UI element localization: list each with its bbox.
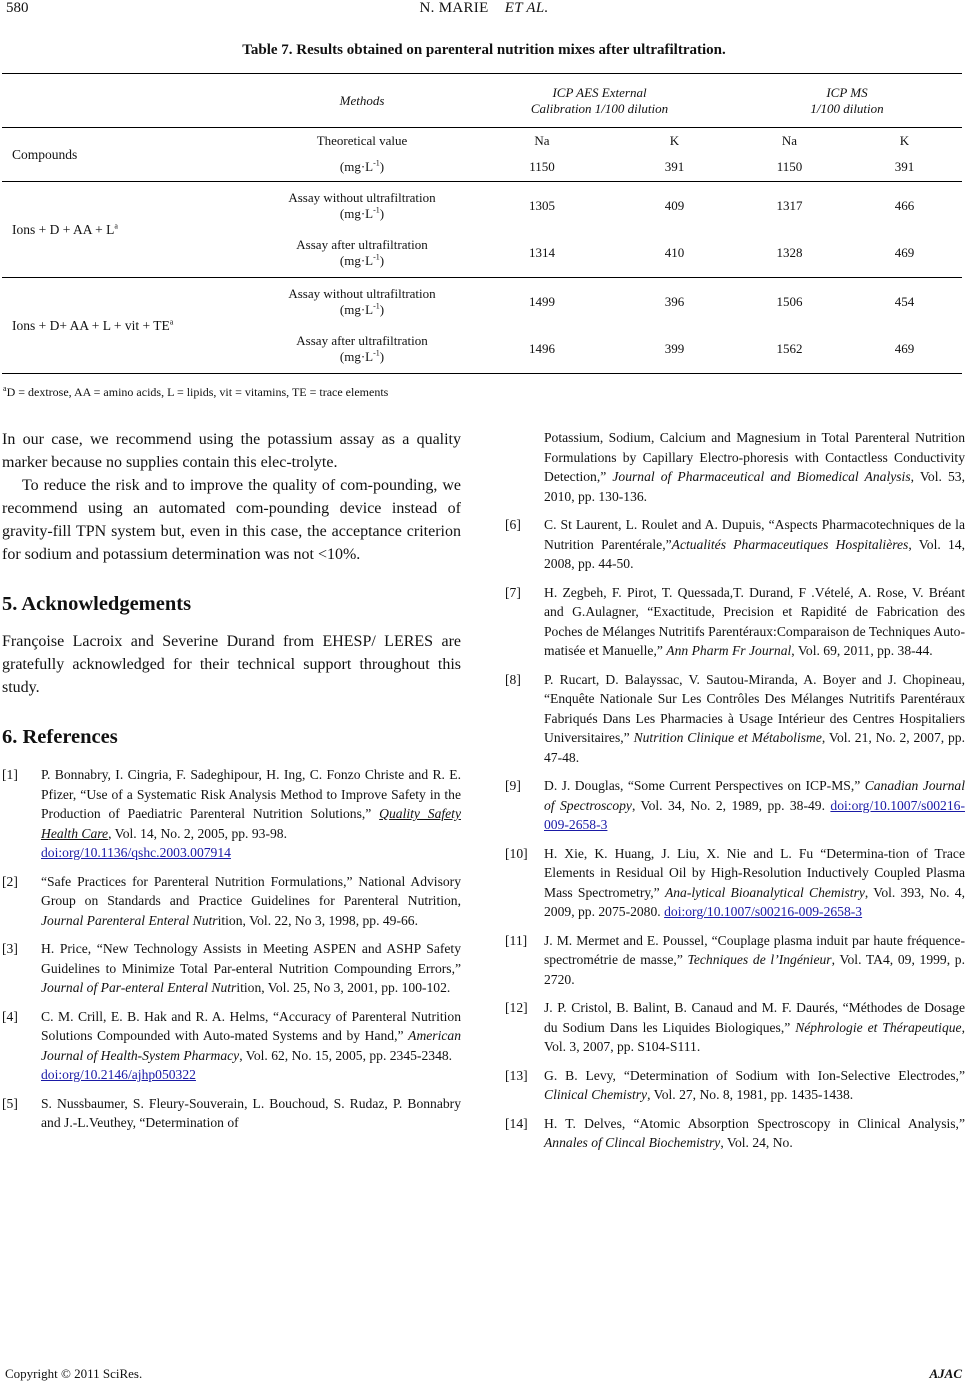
reference-journal: Néphrologie et Thérapeutique (795, 1019, 962, 1035)
body-paragraph: To reduce the risk and to improve the quality of com-pounding, we recommend using an automated com-pounding device instead of gravity-fill TPN system but, even in this case, the acceptance criterion for sodium and potassium determination was not <10%. (2, 477, 461, 563)
reference-text: H. T. Delves, “Atomic Absorption Spectroscopy in Clinical Analysis,” (544, 1115, 965, 1131)
group2-label: Ions + D+ AA + L + vit + $TE^a$ (2, 278, 257, 374)
assay-after-label: Assay after ultrafiltration $(mg\cdot L^{-1})$ (296, 237, 428, 269)
reference-item-continued (505, 428, 965, 506)
reference-item (2, 1094, 461, 1133)
section-heading-references: 6. References (2, 726, 118, 748)
reference-text: D. J. Douglas, “Some Current Perspectives on ICP-MS,” (544, 778, 865, 793)
page-number: 580 (6, 0, 29, 16)
table-cell: 391 (664, 159, 685, 175)
reference-item (505, 844, 965, 922)
reference-number: [12] (505, 1000, 528, 1015)
reference-item (505, 583, 965, 661)
copyright: Copyright © 2011 SciRes. (5, 1366, 143, 1381)
reference-number: [8] (505, 671, 521, 687)
reference-text: , Vol. 3, 2007, pp. S104-S111. (544, 1019, 965, 1054)
reference-text: , Vol. 34, No. 2, 1989, pp. 38-49. (631, 797, 825, 813)
reference-journal: Canadian Journal of Spectroscopy (544, 778, 966, 813)
doi-link[interactable]: doi:org/10.1007/s00216-009-2658-3 (664, 904, 863, 919)
doi-link[interactable]: doi:org/10.1136/qshc.2003.007914 (41, 845, 231, 860)
section-heading-acknowledgements: 5. Acknowledgements (2, 593, 192, 615)
table-cell: 469 (894, 341, 915, 357)
right-column (505, 428, 965, 1162)
table-cell: 1314 (529, 245, 555, 261)
doi-link[interactable]: doi:org/10.1007/s00216-009-2658-3 (544, 797, 965, 832)
compounds-label: Compounds (2, 128, 257, 182)
table-footnote: $^a$D = dextrose, AA = amino acids, L = lipids, vit = vitamins, TE = trace elements (3, 384, 389, 399)
reference-text: C. St Laurent, L. Roulet and A. Dupuis, “Aspects Pharmacotechniques de la Nutrition Parentérale,” (544, 517, 965, 552)
reference-journal: Actualités Pharmaceutiques Hospitalières (671, 536, 909, 552)
reference-number: [5] (2, 1095, 18, 1111)
reference-number: [14] (505, 1115, 528, 1131)
reference-item (505, 1066, 965, 1105)
table-caption: Table 7. Results obtained on parenteral nutrition mixes after ultrafiltration. (242, 42, 726, 58)
reference-text: S. Nussbaumer, S. Fleury-Souverain, L. Bouchoud, S. Rudaz, P. Bonnabry and J.-L.Veuthey, “Determination of (41, 1095, 461, 1130)
col-header-k: K (899, 132, 910, 148)
methods-label: Methods (339, 92, 385, 108)
reference-text: , Vol. 24, No. (720, 1135, 793, 1150)
theoretical-label: Theoretical value (316, 132, 408, 148)
reference-number: [7] (505, 584, 521, 600)
reference-item: [2] “Safe Practices for Parenteral Nutrition Formulations,” National Advisory Group on Standards and Practice Guidelines for Parenteral Nutrition, Journal Parenteral Enteral Nutrition, Vol. 22, No 3, 1998, pp. 49-66. (2, 873, 461, 928)
reference-journal: Nutrition Clinique et Métabolisme (633, 730, 822, 745)
page-header (0, 0, 968, 26)
left-column (2, 428, 461, 1133)
icp-ms-header: ICP MS 1/100 dilution (810, 84, 884, 116)
table-cell: 1328 (776, 245, 803, 261)
table-cell: 1499 (529, 293, 555, 309)
reference-text: , Vol. 27, No. 8, 1981, pp. 1435-1438. (647, 1087, 854, 1102)
reference-text: , Vol. TA4, 09, 1999, p. 2720. (544, 952, 966, 987)
reference-journal: Clinical Chemistry (544, 1087, 648, 1102)
table-cell: 1506 (776, 293, 803, 309)
reference-text: J. M. Mermet and E. Poussel, “Couplage plasma induit par haute fréquence-spectrométrie de masse,” (544, 932, 965, 967)
reference-item (505, 1114, 965, 1153)
reference-text: , Vol. 393, No. 4, 2009, pp. 2075-2080. (544, 884, 965, 919)
reference-item: [1] P. Bonnabry, I. Cingria, F. Sadeghipour, H. Ing, C. Fonzo Christe and R. E. Pfizer, “Use of a Systematic Risk Analysis Method to Improve Safety in the Production of Paediatric Parenteral Nutrition Solutions,” Quality Safety Health Care, Vol. 14, No. 2, 2005, pp. 93-98. doi:org/10.1136/qshc.2003.007914 (2, 767, 461, 860)
results-table (2, 73, 962, 374)
unit-label: $(mg\cdot L^{-1})$ (339, 158, 385, 175)
reference-text: , Vol. 14, 2008, pp. 44-50. (544, 536, 965, 571)
reference-text: H. Xie, K. Huang, J. Liu, X. Nie and L. Fu “Determina-tion of Trace Elements in Residual Oil by High-Resolution Inductively Coupled Plasma Mass Spectrometry,” (544, 845, 965, 900)
reference-text: , Vol. 21, No. 2, 2007, pp. 47-48. (544, 730, 966, 765)
assay-without-label: Assay without ultrafiltration $(mg\cdot L^{-1})$ (288, 285, 436, 317)
reference-text: , Vol. 69, 2011, pp. 38-44. (791, 643, 933, 658)
running-head-authors: N. MARIE (419, 0, 489, 16)
reference-item (505, 515, 965, 574)
reference-item (505, 776, 965, 835)
reference-item: [4] C. M. Crill, E. B. Hak and R. A. Helms, “Accuracy of Parenteral Nutrition Solutions Compounded with Auto-mated Systems and by Hand,” American Journal of Health-System Pharmacy, Vol. 62, No. 15, 2005, pp. 2345-2348. doi:org/10.2146/ajhp050322 (2, 1008, 461, 1082)
reference-number: [9] (505, 778, 521, 793)
running-head (0, 0, 968, 17)
col-header-na: Na (534, 132, 550, 148)
table-cell: 469 (894, 245, 915, 261)
table-cell: 1562 (776, 341, 803, 357)
table-cell: 391 (894, 159, 915, 175)
reference-item: [3] H. Price, “New Technology Assists in Meeting ASPEN and ASHP Safety Guidelines to Minimize Total Par-enteral Nutrition Compounding Errors,” Journal of Par-enteral Enteral Nutrition, Vol. 25, No 3, 2001, pp. 100-102. (2, 941, 461, 995)
reference-item (505, 998, 965, 1057)
table-cell: 410 (664, 245, 685, 261)
body-paragraph: In our case, we recommend using the potassium assay as a quality marker because no supplies contain this elec-trolyte. (2, 431, 461, 471)
table-cell: 1150 (529, 159, 555, 175)
group1-label: Ions + D + AA + $L^a$ (2, 182, 257, 278)
table-cell: 1150 (776, 159, 803, 175)
reference-journal: Techniques de l’Ingénieur (687, 952, 832, 967)
table-cell: 466 (894, 197, 915, 213)
icp-aes-header: ICP AES External Calibration 1/100 dilution (530, 84, 669, 116)
reference-journal: Journal of Pharmaceutical and Biomedical Analysis (612, 469, 911, 484)
reference-item (505, 670, 965, 768)
reference-journal: Annales of Clincal Biochemistry (544, 1135, 721, 1150)
table-cell: 454 (894, 293, 915, 309)
doi-link[interactable]: doi:org/10.2146/ajhp050322 (41, 1067, 196, 1082)
acknowledgement-paragraph: Françoise Lacroix and Severine Durand from EHESP/ LERES are gratefully acknowledged for their technical support throughout this study. (2, 633, 461, 696)
reference-text: P. Rucart, D. Balayssac, V. Sautou-Miranda, A. Boyer and J. Chopineau, “Enquête Nationale Sur Les Contrôles Des Mélanges Nutritifs Parentéraux Fabriqués Dans Les Pharmacies à Usage Intérieur des Centres Hospitaliers Universitaires,” (544, 671, 965, 745)
reference-text: , Vol. 53, 2010, pp. 130-136. (544, 469, 965, 504)
table-cell: 1496 (529, 341, 555, 357)
reference-number: [11] (505, 932, 528, 948)
reference-number: [13] (505, 1067, 528, 1083)
journal-abbrev: AJAC (929, 1366, 962, 1381)
reference-item (505, 931, 965, 990)
reference-text: G. B. Levy, “Determination of Sodium with Ion-Selective Electrodes,” (544, 1067, 965, 1083)
col-header-na: Na (781, 132, 798, 148)
table-cell: 399 (664, 341, 685, 357)
running-head-etal: ET AL. (504, 0, 549, 16)
reference-text: H. Zegbeh, F. Pirot, T. Quessada,T. Durand, F .Vételé, A. Rose, V. Bréant and G.Aulagner, “Exactitude, Precision et Rapidité de Fabrication des Poches de Mélanges Nutritifs Parentéraux:Comparaison de Techniques Auto-matisée et Manuelle,” (544, 584, 965, 658)
table-cell: 409 (664, 197, 685, 213)
reference-number: [10] (505, 845, 528, 861)
reference-journal: Ana-lytical Bioanalytical Chemistry (664, 884, 865, 900)
table-cell: 1317 (776, 197, 803, 213)
reference-journal: Ann Pharm Fr Journal (666, 643, 792, 658)
assay-after-label: Assay after ultrafiltration $(mg\cdot L^{-1})$ (296, 333, 428, 365)
reference-text: Potassium, Sodium, Calcium and Magnesium in Total Parenteral Nutrition Formulations by Capillary Electro-phoresis with Contactless Conductivity Detection,” (544, 430, 965, 484)
col-header-k: K (669, 132, 680, 148)
reference-text: J. P. Cristol, B. Balint, B. Canaud and M. F. Daurés, “Méthodes de Dosage du Sodium Dans les Liquides Biologiques,” (544, 1000, 965, 1035)
assay-without-label: Assay without ultrafiltration $(mg\cdot L^{-1})$ (288, 189, 436, 221)
reference-number: [6] (505, 517, 521, 532)
table-cell: 1305 (529, 197, 555, 213)
table-cell: 396 (664, 293, 685, 309)
